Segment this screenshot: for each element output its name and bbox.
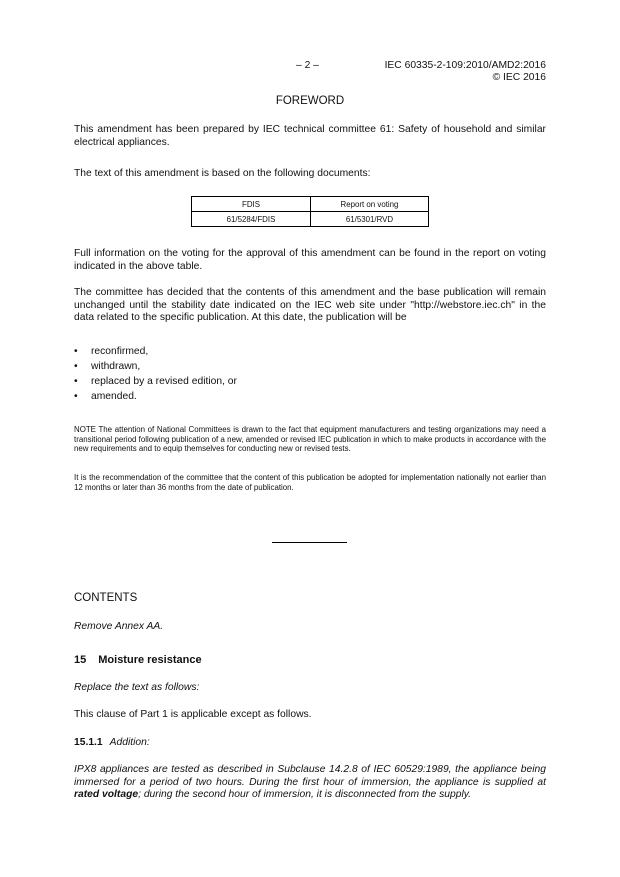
table-row (192, 212, 429, 227)
section-divider (272, 542, 347, 543)
foreword-title: FOREWORD (275, 95, 345, 107)
clause-heading (74, 654, 202, 666)
note-text: NOTE The attention of National Committees is drawn to the fact that equipment manufacturers and testing organizations may need a transitional period following publication of a new, amended or revised IEC publication in which to make products in accordance with the new requirements and to equip themselves for conducting new or revised tests. (74, 425, 546, 454)
table-cell-fdis: 61/5284/FDIS (192, 212, 311, 227)
copyright-notice: © IEC 2016 (492, 72, 546, 83)
clause-text: This clause of Part 1 is applicable except as follows. (74, 709, 312, 720)
full-info-text: Full information on the voting for the approval of this amendment can be found in the report on voting indicated in the above table. (74, 248, 546, 272)
bullet-icon: • (74, 346, 78, 357)
list-item: • amended. (74, 391, 137, 402)
ipx8-paragraph: IPX8 appliances are tested as described in Subclause 14.2.8 of IEC 60529:1989, the appliance being immersed for a period of two hours. During the first hour of immersion, the appliance is supplied at rated voltage; during the second hour of immersion, it is disconnected from the supply. (74, 764, 546, 801)
documents-table (191, 196, 429, 227)
list-item: • reconfirmed, (74, 346, 149, 357)
list-item: • withdrawn, (74, 361, 141, 372)
table-header-report: Report on voting (311, 197, 429, 212)
list-item: • replaced by a revised edition, or (74, 376, 237, 387)
clause-title: Moisture resistance (98, 654, 202, 666)
table-header-row (192, 197, 429, 212)
bullet-icon: • (74, 361, 78, 372)
clause-number: 15 (74, 654, 87, 666)
publication-options-list (74, 344, 546, 404)
table-cell-rvd: 61/5301/RVD (311, 212, 429, 227)
foreword-intro: This amendment has been prepared by IEC technical committee 61: Safety of household and similar electrical appliances. (74, 124, 546, 148)
replace-instruction: Replace the text as follows: (74, 682, 200, 693)
document-id: IEC 60335-2-109:2010/AMD2:2016 (384, 60, 546, 71)
rated-voltage-term: rated voltage (74, 789, 139, 801)
contents-title: CONTENTS (74, 592, 138, 604)
contents-instruction: Remove Annex AA. (74, 621, 164, 632)
page-number: – 2 – (296, 60, 319, 71)
based-on-text: The text of this amendment is based on the following documents: (74, 168, 371, 179)
recommendation-text: It is the recommendation of the committee that the content of this publication be adopted for implementation nationally not earlier than 12 months or later than 36 months from the date of publication. (74, 473, 546, 492)
subclause-heading (74, 737, 150, 750)
table-header-fdis: FDIS (192, 197, 311, 212)
committee-text: The committee has decided that the contents of this amendment and the base publication will remain unchanged until the stability date indicated on the IEC web site under "http://webstore.iec.ch" in the data related to the specific publication. At this date, the publication will be (74, 287, 546, 324)
bullet-icon: • (74, 391, 78, 402)
bullet-icon: • (74, 376, 78, 387)
subclause-label: Addition: (109, 737, 150, 748)
subclause-number: 15.1.1 (74, 737, 103, 748)
